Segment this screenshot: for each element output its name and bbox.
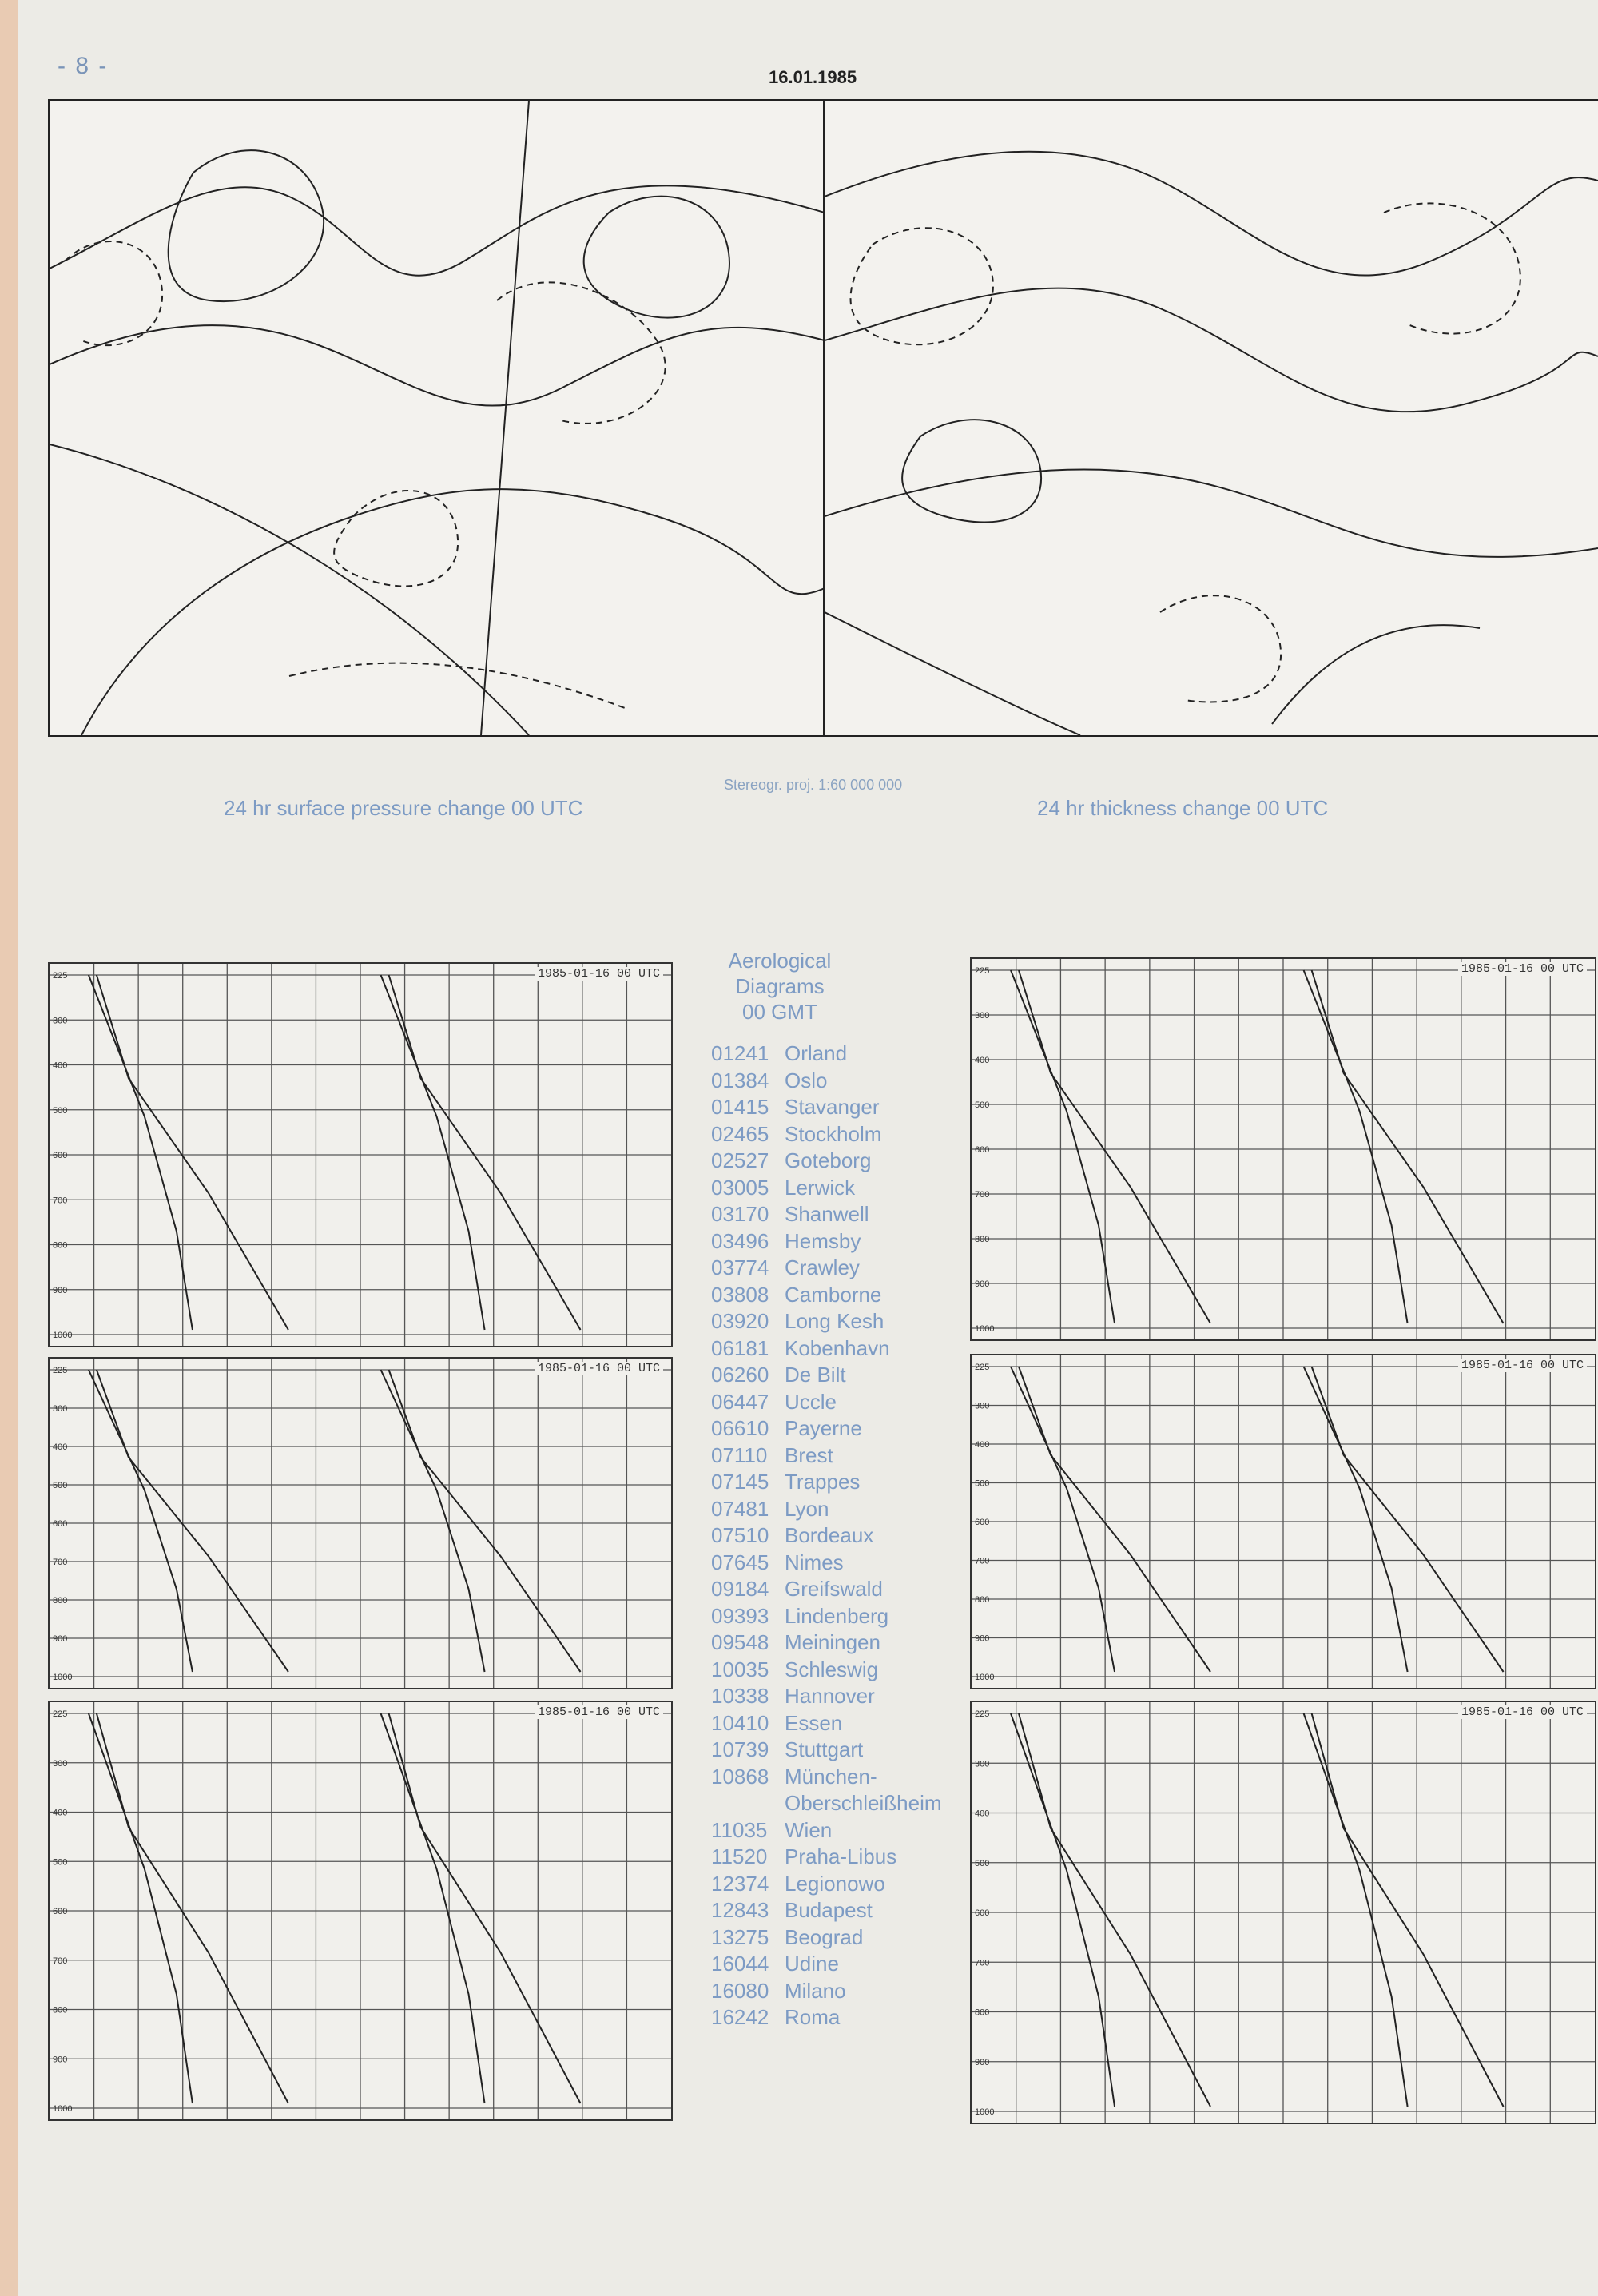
station-row [711, 1817, 942, 1844]
pressure-level-label: 900 [975, 1279, 990, 1289]
station-name: Lyon [785, 1496, 829, 1521]
pressure-level-label: 700 [975, 1958, 990, 1968]
pressure-level-label: 500 [53, 1105, 68, 1116]
station-row [711, 1978, 942, 2005]
station-row [711, 1175, 942, 1202]
station-code: 09548 [711, 1630, 769, 1654]
temperature-profile [1019, 1367, 1210, 1672]
station-name: Hannover [785, 1684, 875, 1708]
station-code: 02527 [711, 1148, 769, 1172]
pressure-level-label: 900 [53, 1285, 68, 1295]
station-row [711, 1415, 942, 1442]
pressure-level-label: 300 [53, 1758, 68, 1769]
pressure-level-label: 800 [975, 2008, 990, 2018]
station-code: 09393 [711, 1603, 769, 1628]
station-row [711, 1951, 942, 1978]
station-name: Roma [785, 2005, 841, 2029]
pressure-level-label: 1000 [975, 1673, 995, 1682]
station-row [711, 2004, 942, 2031]
page-edge [0, 0, 18, 2296]
pressure-level-label: 1000 [975, 1324, 995, 1334]
station-code: 07645 [711, 1550, 769, 1574]
station-name: Kobenhavn [785, 1335, 890, 1360]
dewpoint-profile [89, 975, 193, 1330]
dewpoint-profile [1011, 1367, 1115, 1672]
station-name: Meiningen [785, 1630, 880, 1654]
station-code: 03774 [711, 1255, 769, 1279]
diagram-title: 1985-01-16 00 UTC [535, 967, 663, 981]
station-row [711, 1629, 942, 1657]
diagram-grid [50, 1359, 671, 1688]
station-code: 07481 [711, 1496, 769, 1521]
temperature-profile [389, 975, 581, 1330]
dewpoint-profile [89, 1370, 193, 1672]
station-row [711, 1148, 942, 1175]
station-code: 01415 [711, 1095, 769, 1119]
station-code: 07510 [711, 1523, 769, 1547]
station-name: Orland [785, 1041, 848, 1065]
station-code: 13275 [711, 1924, 769, 1949]
aerological-diagram-4 [970, 957, 1596, 1341]
pressure-level-label: 300 [975, 1759, 990, 1769]
station-row [711, 1576, 942, 1603]
station-row [711, 1737, 942, 1764]
pressure-level-label: 300 [53, 1404, 68, 1414]
pressure-level-label: 600 [975, 1908, 990, 1918]
pressure-level-label: 300 [975, 1401, 990, 1411]
pressure-level-label: 1000 [975, 2107, 995, 2117]
pressure-level-label: 900 [975, 1633, 990, 1644]
station-row [711, 1362, 942, 1389]
station-row [711, 1282, 942, 1309]
station-code: 06610 [711, 1416, 769, 1440]
diagram-grid [972, 1702, 1595, 2123]
pressure-level-label: 600 [975, 1518, 990, 1527]
station-name: Hemsby [785, 1228, 861, 1253]
pressure-level-label: 800 [975, 1595, 990, 1605]
pressure-level-label: 400 [975, 1056, 990, 1065]
dewpoint-profile [1304, 1367, 1408, 1672]
station-code: 10035 [711, 1657, 769, 1681]
station-row [711, 1389, 942, 1416]
dewpoint-profile [381, 1713, 485, 2103]
station-row [711, 1710, 942, 1737]
pressure-level-label: 700 [975, 1190, 990, 1200]
station-code: 09184 [711, 1577, 769, 1601]
station-name: Goteborg [785, 1148, 872, 1172]
dewpoint-profile [1011, 1713, 1115, 2107]
diagram-grid [50, 964, 671, 1346]
pressure-level-label: 225 [975, 1709, 990, 1719]
station-name-continued: Oberschleißheim [785, 1791, 942, 1815]
station-code: 01384 [711, 1068, 769, 1092]
pressure-level-label: 225 [53, 971, 68, 981]
temperature-profile [1019, 970, 1210, 1323]
station-row [711, 1469, 942, 1496]
pressure-level-label: 800 [53, 1240, 68, 1251]
station-name: Nimes [785, 1550, 844, 1574]
dewpoint-profile [1011, 970, 1115, 1323]
pressure-level-label: 400 [53, 1442, 68, 1452]
pressure-level-label: 400 [975, 1809, 990, 1819]
station-name: Praha-Libus [785, 1844, 897, 1868]
pressure-level-label: 800 [53, 1596, 68, 1606]
station-code: 03920 [711, 1309, 769, 1333]
dewpoint-profile [1304, 970, 1408, 1323]
station-name: Trappes [785, 1470, 861, 1494]
station-code: 06447 [711, 1389, 769, 1414]
station-name: Payerne [785, 1416, 862, 1440]
station-row [711, 1255, 942, 1282]
temperature-profile [389, 1370, 581, 1672]
page-number: - 8 - [58, 53, 109, 79]
station-name: Udine [785, 1952, 839, 1976]
station-name: De Bilt [785, 1363, 846, 1387]
station-row [711, 1522, 942, 1550]
heading-line-1: Aerological [728, 949, 832, 973]
station-code: 16242 [711, 2005, 769, 2029]
temperature-profile [389, 1713, 581, 2103]
heading-line-3: 00 GMT [742, 1000, 817, 1024]
pressure-level-label: 400 [975, 1440, 990, 1450]
station-row [711, 1550, 942, 1577]
station-name: Lerwick [785, 1175, 856, 1200]
station-name: Stuttgart [785, 1737, 864, 1761]
station-code: 10410 [711, 1710, 769, 1735]
surface-pressure-caption: 24 hr surface pressure change 00 UTC [224, 796, 583, 820]
diagram-title: 1985-01-16 00 UTC [535, 1362, 663, 1375]
aerological-diagram-2 [48, 1357, 673, 1689]
station-name: Long Kesh [785, 1309, 884, 1333]
station-row [711, 1442, 942, 1470]
pressure-level-label: 800 [975, 1235, 990, 1244]
pressure-level-label: 500 [53, 1481, 68, 1490]
station-code: 02465 [711, 1121, 769, 1146]
station-code: 03170 [711, 1202, 769, 1226]
pressure-level-label: 300 [975, 1011, 990, 1021]
station-row [711, 1871, 942, 1898]
pressure-level-label: 600 [53, 1151, 68, 1160]
station-code: 16080 [711, 1978, 769, 2003]
dewpoint-profile [1304, 1713, 1408, 2107]
station-code: 10338 [711, 1684, 769, 1708]
station-row [711, 1897, 942, 1924]
station-row [711, 1764, 942, 1817]
pressure-level-label: 1000 [53, 2104, 73, 2114]
pressure-level-label: 600 [975, 1145, 990, 1155]
station-code: 01241 [711, 1041, 769, 1065]
station-name: Bordeaux [785, 1523, 874, 1547]
station-row [711, 1924, 942, 1952]
aerological-diagram-6 [970, 1701, 1596, 2124]
station-code: 03005 [711, 1175, 769, 1200]
thickness-change-map [823, 99, 1598, 737]
station-name: Lindenberg [785, 1603, 889, 1628]
station-code: 07145 [711, 1470, 769, 1494]
diagram-grid [972, 959, 1595, 1339]
pressure-level-label: 700 [53, 1196, 68, 1206]
pressure-level-label: 225 [53, 1366, 68, 1375]
pressure-level-label: 900 [53, 2055, 68, 2065]
surface-pressure-change-map [48, 99, 826, 737]
projection-label: Stereogr. proj. 1:60 000 000 [724, 777, 903, 793]
diagram-grid [50, 1702, 671, 2119]
station-code: 06181 [711, 1335, 769, 1360]
station-code: 11520 [711, 1844, 768, 1868]
pressure-level-label: 500 [975, 1100, 990, 1110]
station-name: München- [785, 1764, 877, 1789]
station-name: Milano [785, 1978, 846, 2003]
pressure-level-label: 225 [975, 966, 990, 976]
dewpoint-profile [89, 1713, 193, 2103]
station-name: Legionowo [785, 1871, 885, 1896]
station-name: Shanwell [785, 1202, 869, 1226]
dewpoint-profile [381, 1370, 485, 1672]
station-code: 03496 [711, 1228, 769, 1253]
aerological-heading [708, 948, 852, 1025]
temperature-profile [1312, 970, 1504, 1323]
pressure-level-label: 400 [53, 1060, 68, 1071]
pressure-level-label: 400 [53, 1808, 68, 1818]
station-row [711, 1201, 942, 1228]
station-code: 10739 [711, 1737, 769, 1761]
station-row [711, 1683, 942, 1710]
station-name: Budapest [785, 1898, 873, 1922]
station-name: Stockholm [785, 1121, 882, 1146]
temperature-profile [97, 1713, 288, 2103]
station-row [711, 1041, 942, 1068]
station-code: 06260 [711, 1363, 769, 1387]
station-code: 11035 [711, 1817, 768, 1842]
station-code: 16044 [711, 1952, 769, 1976]
aerological-diagram-3 [48, 1701, 673, 2121]
station-code: 03808 [711, 1282, 769, 1307]
aerological-diagram-1 [48, 962, 673, 1347]
station-list [711, 1041, 942, 2031]
temperature-profile [1312, 1367, 1504, 1672]
station-name: Brest [785, 1442, 833, 1467]
station-name: Uccle [785, 1389, 837, 1414]
pressure-level-label: 900 [975, 2057, 990, 2067]
pressure-level-label: 225 [975, 1363, 990, 1372]
station-code: 07110 [711, 1442, 768, 1467]
aerological-diagram-5 [970, 1354, 1596, 1689]
temperature-profile [97, 975, 288, 1330]
pressure-level-label: 500 [53, 1857, 68, 1868]
dewpoint-profile [381, 975, 485, 1330]
station-row [711, 1228, 942, 1255]
station-code: 10868 [711, 1764, 769, 1789]
pressure-level-label: 225 [53, 1709, 68, 1719]
station-code: 12843 [711, 1898, 769, 1922]
pressure-level-label: 800 [53, 2005, 68, 2015]
pressure-level-label: 500 [975, 1858, 990, 1868]
station-row [711, 1844, 942, 1871]
station-row [711, 1121, 942, 1148]
pressure-level-label: 1000 [53, 1331, 73, 1340]
station-row [711, 1335, 942, 1363]
pressure-level-label: 500 [975, 1478, 990, 1489]
diagram-title: 1985-01-16 00 UTC [1458, 1359, 1587, 1372]
station-name: Stavanger [785, 1095, 880, 1119]
station-row [711, 1496, 942, 1523]
temperature-profile [1312, 1713, 1504, 2107]
pressure-level-label: 700 [53, 1956, 68, 1966]
pressure-isolines [50, 101, 825, 735]
station-name: Camborne [785, 1282, 882, 1307]
temperature-profile [1019, 1713, 1210, 2107]
station-name: Schleswig [785, 1657, 879, 1681]
station-code: 12374 [711, 1871, 769, 1896]
pressure-level-label: 600 [53, 1519, 68, 1529]
pressure-level-label: 600 [53, 1907, 68, 1916]
diagram-grid [972, 1355, 1595, 1688]
pressure-level-label: 700 [975, 1556, 990, 1566]
station-row [711, 1068, 942, 1095]
diagram-title: 1985-01-16 00 UTC [535, 1705, 663, 1719]
station-name: Crawley [785, 1255, 860, 1279]
station-name: Greifswald [785, 1577, 883, 1601]
station-row [711, 1094, 942, 1121]
thickness-caption: 24 hr thickness change 00 UTC [1037, 796, 1329, 820]
thickness-isolines [825, 101, 1598, 735]
diagram-title: 1985-01-16 00 UTC [1458, 962, 1587, 976]
station-row [711, 1308, 942, 1335]
pressure-level-label: 1000 [53, 1673, 73, 1682]
station-name: Essen [785, 1710, 843, 1735]
station-name: Wien [785, 1817, 833, 1842]
station-name: Oslo [785, 1068, 828, 1092]
station-row [711, 1603, 942, 1630]
pressure-level-label: 900 [53, 1634, 68, 1644]
pressure-level-label: 300 [53, 1016, 68, 1026]
station-row [711, 1657, 942, 1684]
heading-line-2: Diagrams [735, 974, 825, 998]
temperature-profile [97, 1370, 288, 1672]
page-date: 16.01.1985 [769, 67, 857, 87]
pressure-level-label: 700 [53, 1558, 68, 1567]
station-name: Beograd [785, 1924, 864, 1949]
diagram-title: 1985-01-16 00 UTC [1458, 1705, 1587, 1719]
